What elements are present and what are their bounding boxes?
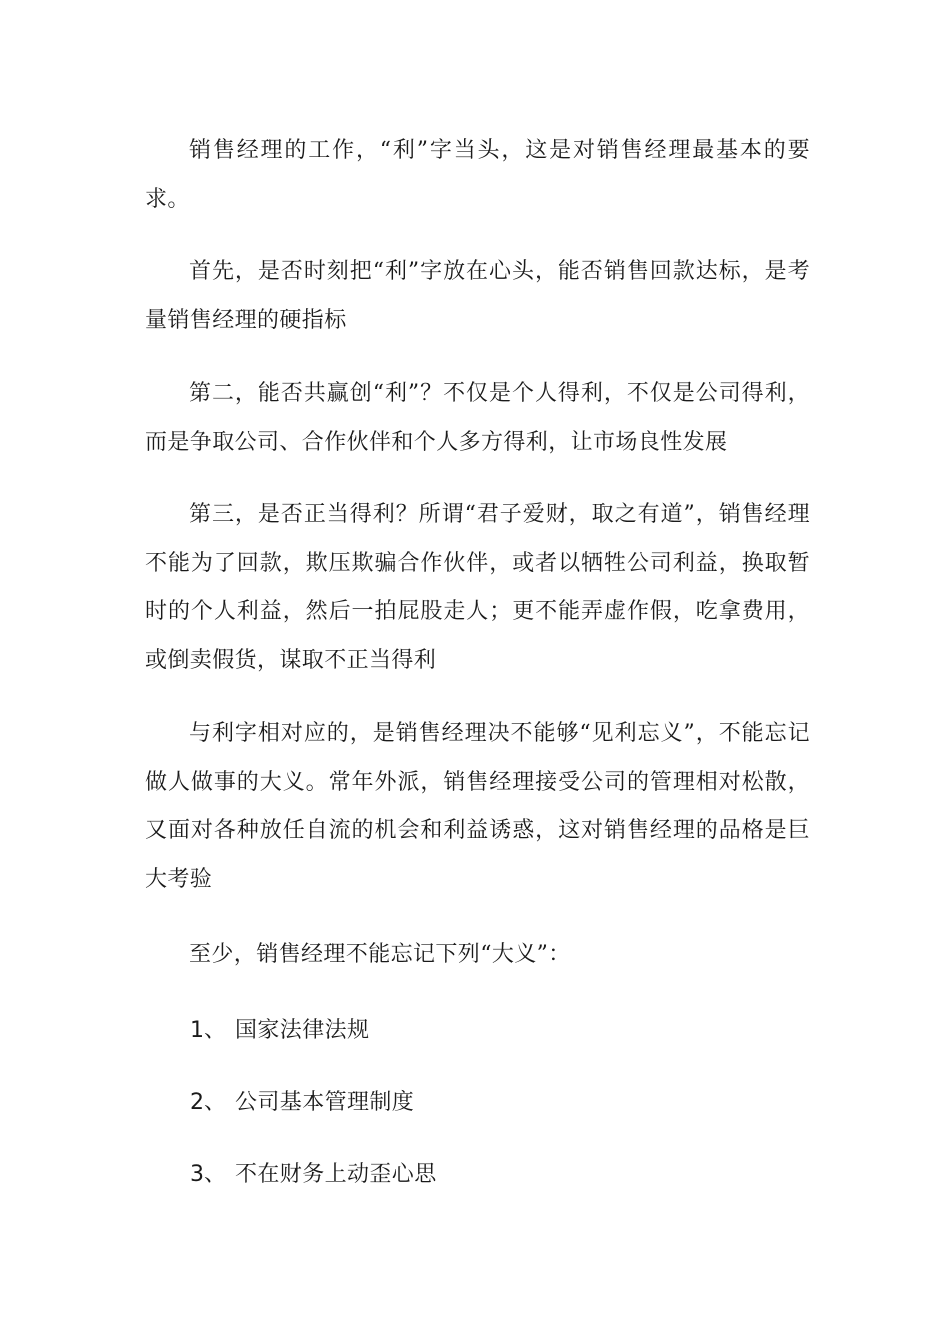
list-item bbox=[190, 1160, 437, 1190]
paragraph-third: 第三，是否正当得利？所谓“君子爱财，取之有道”，销售经理不能为了回款，欺压欺骗合作伙伴，或者以牺牲公司利益，换取暂时的个人利益，然后一拍屁股走人；更不能弄虚作假，吃拿费用，或倒卖假货，谋取不正当得利 bbox=[145, 502, 810, 673]
list-item-text: 国家法律法规 bbox=[235, 1018, 370, 1043]
list-item-text: 不在财务上动歪心思 bbox=[235, 1162, 437, 1187]
paragraph-second: 第二，能否共赢创“利”？不仅是个人得利，不仅是公司得利，而是争取公司、合作伙伴和个人多方得利，让市场良性发展 bbox=[145, 381, 810, 455]
list-item-text: 公司基本管理制度 bbox=[235, 1090, 415, 1115]
list-item-number: 3、 bbox=[190, 1162, 226, 1187]
paragraph-righteousness: 与利字相对应的，是销售经理决不能够“见利忘义”，不能忘记做人做事的大义。常年外派，销售经理接受公司的管理相对松散，又面对各种放任自流的机会和利益诱惑，这对销售经理的品格是巨大考验 bbox=[145, 721, 810, 892]
list-item bbox=[190, 1088, 414, 1118]
paragraph-first: 首先，是否时刻把“利”字放在心头，能否销售回款达标，是考量销售经理的硬指标 bbox=[145, 259, 810, 333]
paragraph-at-least: 至少，销售经理不能忘记下列“大义”： bbox=[189, 942, 571, 967]
list-item bbox=[190, 1016, 369, 1046]
paragraph-intro: 销售经理的工作，“利”字当头，这是对销售经理最基本的要求。 bbox=[145, 138, 810, 212]
list-item-number: 2、 bbox=[190, 1090, 226, 1115]
list-item-number: 1、 bbox=[190, 1018, 226, 1043]
